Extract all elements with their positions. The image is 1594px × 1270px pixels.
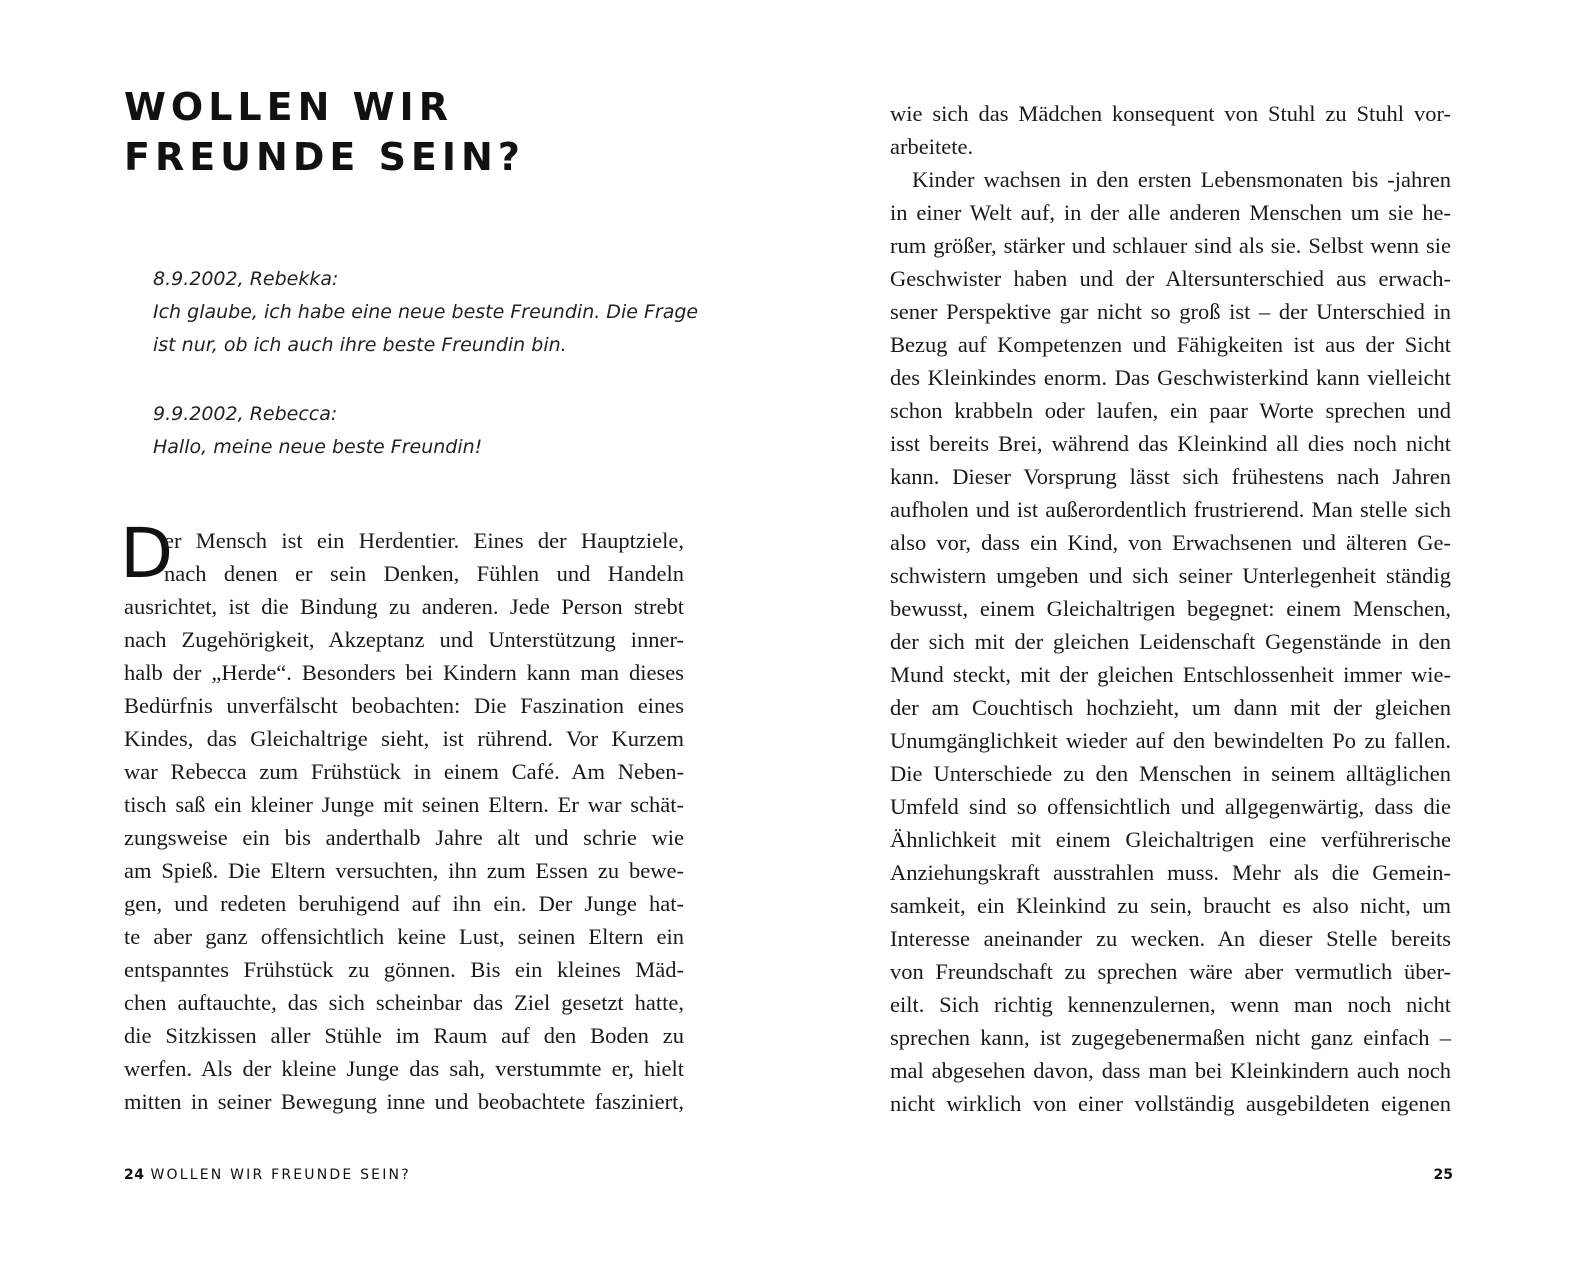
body-line: die Sitzkissen aller Stühle im Raum auf den Boden zu [124, 1023, 684, 1048]
body-line: Geschwister haben und der Altersunterschied aus erwach- [890, 266, 1451, 291]
body-line: Anziehungskraft ausstrahlen muss. Mehr als die Gemein- [890, 860, 1451, 885]
body-line: tisch saß ein kleiner Junge mit seinen Eltern. Er war schät- [124, 792, 684, 817]
body-line: war Rebecca zum Frühstück in einem Café. Am Neben- [124, 759, 684, 784]
body-line: Unumgänglichkeit wieder auf den bewindelten Po zu fallen. [890, 728, 1451, 753]
chapter-title-line-1: WOLLEN WIR [124, 85, 453, 129]
body-line: er Mensch ist ein Herdentier. Eines der Hauptziele, [164, 528, 684, 553]
body-line: schon krabbeln oder laufen, ein paar Worte sprechen und [890, 398, 1451, 423]
running-title: WOLLEN WIR FREUNDE SEIN? [150, 1167, 411, 1183]
body-line: Ähnlichkeit mit einem Gleichaltrigen eine verführerische [890, 827, 1451, 852]
body-line: ausrichtet, ist die Bindung zu anderen. Jede Person strebt [124, 594, 684, 619]
body-line: nach denen er sein Denken, Fühlen und Handeln [164, 561, 684, 586]
body-line: werfen. Als der kleine Junge das sah, verstummte er, hielt [124, 1056, 684, 1081]
right-body-text [890, 97, 1451, 1120]
body-line: Umfeld sind so offensichtlich und allgegenwärtig, dass die [890, 794, 1451, 819]
body-line: nach Zugehörigkeit, Akzeptanz und Unterstützung inner- [124, 627, 684, 652]
body-line: entspanntes Frühstück zu gönnen. Bis ein kleines Mäd- [124, 957, 684, 982]
body-line: der am Couchtisch hochzieht, um dann mit der gleichen [890, 695, 1451, 720]
body-line: bewusst, einem Gleichaltrigen begegnet: einem Menschen, [890, 596, 1451, 621]
page-number: 24 [124, 1167, 145, 1183]
body-line: rum größer, stärker und schlauer sind als sie. Selbst wenn sie [890, 233, 1451, 258]
body-line: also vor, dass ein Kind, von Erwachsenen und älteren Ge- [890, 530, 1451, 555]
diary-entry-header: 8.9.2002, Rebekka: [153, 268, 339, 290]
body-line: zungsweise ein bis anderthalb Jahre alt und schrie wie [124, 825, 684, 850]
body-line: in einer Welt auf, in der alle anderen Menschen um sie he- [890, 200, 1451, 225]
body-line: Die Unterschiede zu den Menschen in seinem alltäglichen [890, 761, 1451, 786]
body-line: nicht wirklich von einer vollständig ausgebildeten eigenen [890, 1091, 1451, 1116]
body-line: der sich mit der gleichen Leidenschaft Gegenstände in den [890, 629, 1451, 654]
body-line: arbeitete. [890, 134, 974, 159]
body-line: mal abgesehen davon, dass man bei Kleinkindern auch noch [890, 1058, 1451, 1083]
body-line: Mund steckt, mit der gleichen Entschlossenheit immer wie- [890, 662, 1451, 687]
body-line: samkeit, ein Kleinkind zu sein, braucht es also nicht, um [890, 893, 1451, 918]
page-number: 25 [1433, 1167, 1453, 1183]
body-line: mitten in seiner Bewegung inne und beobachtete fasziniert, [124, 1089, 684, 1114]
diary-entry-1 [153, 263, 713, 362]
body-line: halb der „Herde“. Besonders bei Kindern kann man dieses [124, 660, 684, 685]
body-line: Kindes, das Gleichaltrige sieht, ist rührend. Vor Kurzem [124, 726, 684, 751]
body-line: aufholen und ist außerordentlich frustrierend. Man stelle sich [890, 497, 1451, 522]
body-line: kann. Dieser Vorsprung lässt sich frühestens nach Jahren [890, 464, 1451, 489]
body-line: am Spieß. Die Eltern versuchten, ihn zum Essen zu bewe- [124, 858, 684, 883]
left-body-text [124, 524, 684, 1118]
body-line: eilt. Sich richtig kennenzulernen, wenn man noch nicht [890, 992, 1451, 1017]
body-line: des Kleinkindes enorm. Das Geschwisterkind kann vielleicht [890, 365, 1451, 390]
body-line: wie sich das Mädchen konsequent von Stuhl zu Stuhl vor- [890, 101, 1451, 126]
body-line: sener Perspektive gar nicht so groß ist – der Unterschied in [890, 299, 1451, 324]
body-line: te aber ganz offensichtlich keine Lust, seinen Eltern ein [124, 924, 684, 949]
body-line: Interesse aneinander zu wecken. An dieser Stelle bereits [890, 926, 1451, 951]
body-line: chen auftauchte, das sich scheinbar das Ziel gesetzt hatte, [124, 990, 684, 1015]
diary-entry-line: Hallo, meine neue beste Freundin! [153, 436, 483, 458]
diary-entry-line: ist nur, ob ich auch ihre beste Freundin bin. [153, 334, 567, 356]
body-line: von Freundschaft zu sprechen wäre aber vermutlich über- [890, 959, 1451, 984]
diary-entry-header: 9.9.2002, Rebecca: [153, 403, 338, 425]
right-page [797, 0, 1594, 1270]
drop-cap: D [120, 514, 174, 594]
body-line: Bedürfnis unverfälscht beobachten: Die Faszination eines [124, 693, 684, 718]
body-line: isst bereits Brei, während das Kleinkind all dies noch nicht [890, 431, 1451, 456]
body-line: Kinder wachsen in den ersten Lebensmonaten bis -jahren [912, 167, 1451, 192]
body-line: Bezug auf Kompetenzen und Fähigkeiten ist aus der Sicht [890, 332, 1451, 357]
chapter-title-line-2: FREUNDE SEIN? [124, 135, 525, 179]
diary-entry-2 [153, 398, 713, 464]
chapter-title [124, 82, 525, 182]
page-footer-left [124, 1167, 411, 1183]
body-line: gen, und redeten beruhigend auf ihn ein. Der Junge hat- [124, 891, 684, 916]
body-line: sprechen kann, ist zugegebenermaßen nicht ganz einfach – [890, 1025, 1451, 1050]
diary-entry-line: Ich glaube, ich habe eine neue beste Freundin. Die Frage [153, 301, 699, 323]
body-line: schwistern umgeben und sich seiner Unterlegenheit ständig [890, 563, 1451, 588]
